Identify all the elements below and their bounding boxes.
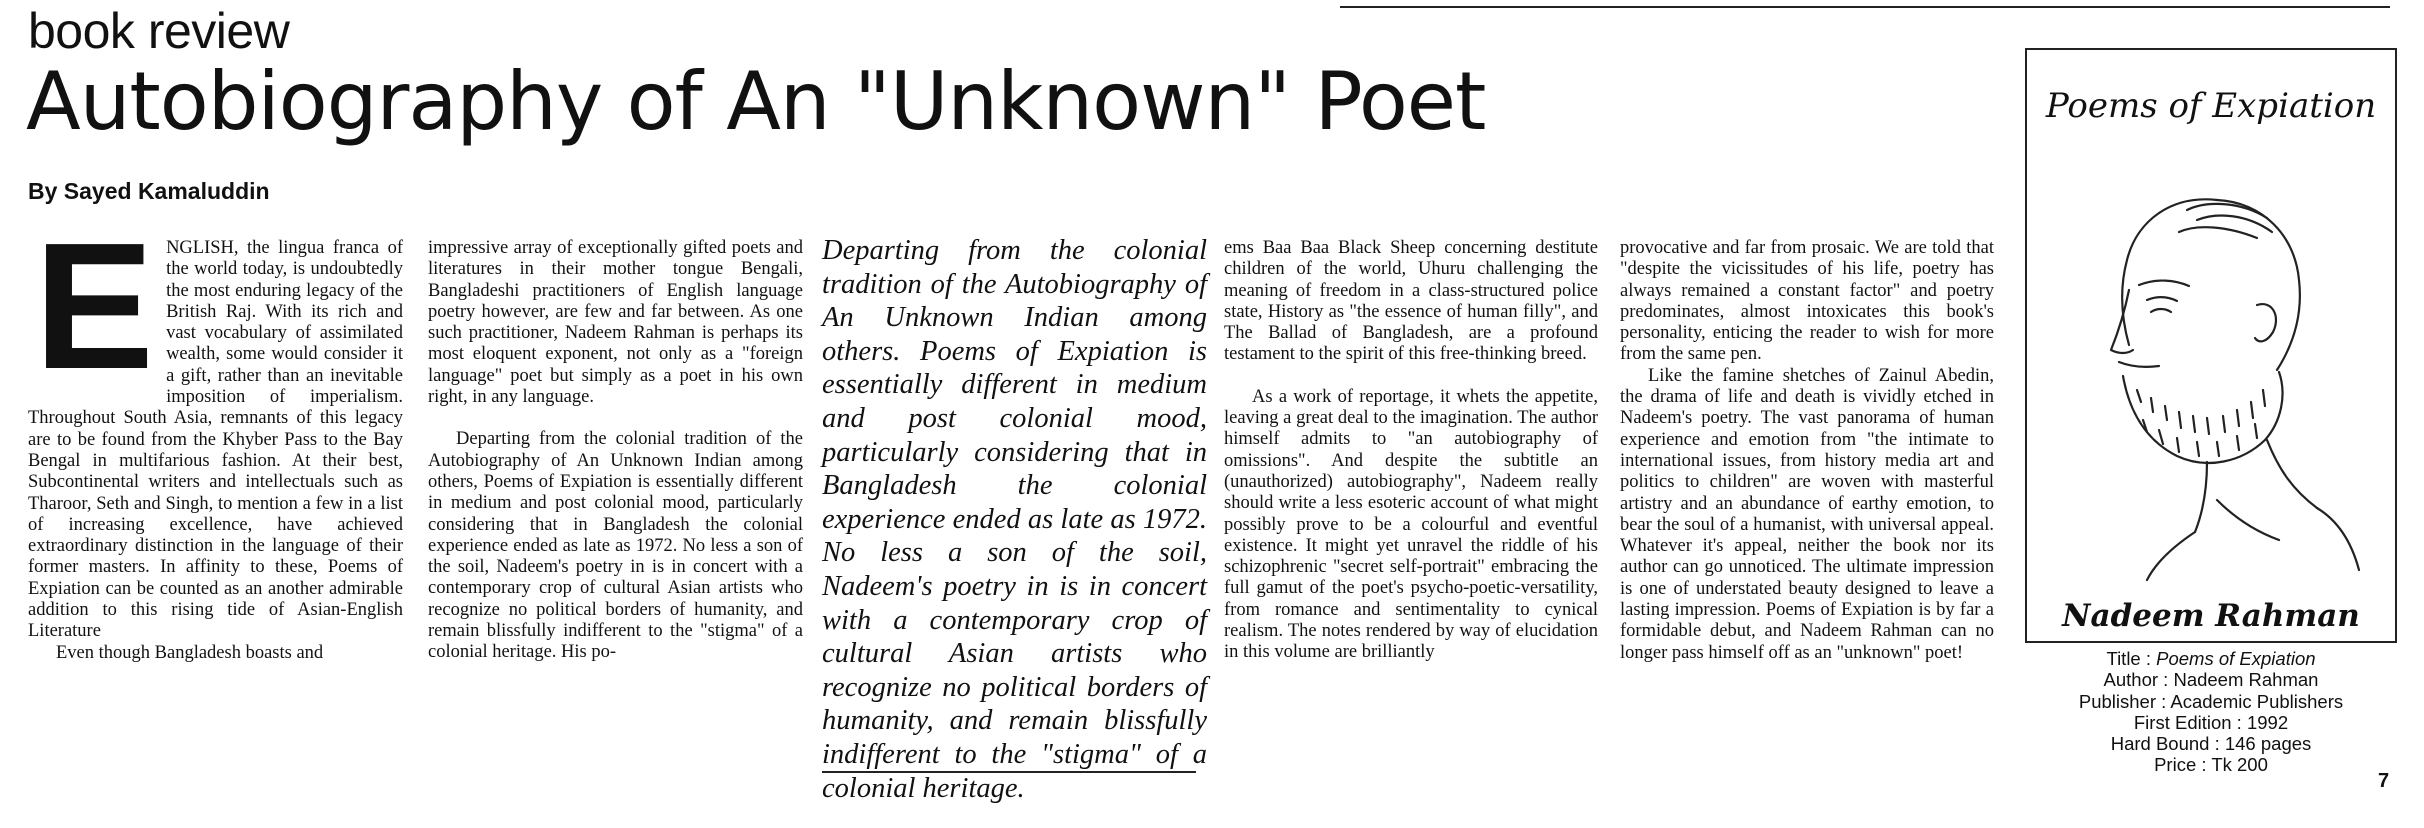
article-column-4 xyxy=(1224,238,1598,664)
book-cover xyxy=(2025,48,2397,643)
paragraph: Like the famine shetches of Zainul Abedin, the drama of life and death is vividly etched in Nadeem's poetry. The vast panorama of human experience and emotion from "the intimate to international issues, from history media art and politics to children" are woven with masterful artistry and an abundance of earthy emotion, to bear the soul of a humanist, with universal appeal. Whatever it's appeal, neither the book nor its author can go unnoticed. The ultimate impression is one of understated beauty designed to leave a lasting impression. Poems of Expiation is by far a formidable debut, and Nadeem Rahman can no longer pass himself off as an "unknown" poet! xyxy=(1620,365,1994,663)
article-column-5 xyxy=(1620,238,1994,664)
detail-publisher: Publisher : Academic Publishers xyxy=(2078,690,2344,712)
byline: By Sayed Kamaluddin xyxy=(28,178,270,204)
top-rule xyxy=(1340,6,2390,8)
paragraph: Even though Bangladesh boasts and xyxy=(56,642,324,663)
article-column-1 xyxy=(28,206,403,664)
pull-quote: Departing from the colonial tradition of the Autobiography of An Unknown Indian among others. Poems of Expiation is essentially different in medium and post colonial mood, particularly considering that in Bangladesh the colonial experience ended as late as 1972. No less a son of the soil, Nadeem's poetry in is in concert with a contemporary crop of cultural Asian artists who recognize no political borders of humanity, and remain blissfully indifferent to the "stigma" of a colonial heritage. xyxy=(822,235,1207,804)
paragraph: provocative and far from prosaic. We are told that "despite the vicissitudes of his life, poetry has always remained a constant factor" and poetry predominates, almost intoxicates this book's personality, enticing the reader to wish for more from the same pen. xyxy=(1620,238,1994,365)
poet-portrait-sketch xyxy=(2067,140,2367,590)
paragraph: impressive array of exceptionally gifted poets and literatures in their mother tongue Bengali, Bangladeshi practitioners of English language poetry however, are few and far between. As one such practitioner, Nadeem Rahman is perhaps its most eloquent exponent, not only as a "foreign language" poet but simply as a poet in his own right, in any language. xyxy=(428,238,803,408)
detail-title-value: Poems of Expiation xyxy=(2156,648,2316,669)
detail-binding: Hard Bound : 146 pages xyxy=(2110,733,2312,755)
detail-author: Author : Nadeem Rahman xyxy=(2103,669,2319,691)
book-details xyxy=(2025,648,2397,776)
paragraph: Departing from the colonial tradition of the Autobiography of An Unknown Indian among others, Poems of Expiation is essentially different in medium and post colonial mood, particularly considering that in Bangladesh the colonial experience ended as late as 1972. No less a son of the soil, Nadeem's poetry in is in concert with a contemporary crop of cultural Asian artists who recognize no political borders of humanity, and remain blissfully indifferent to the "stigma" of a colonial heritage. His po- xyxy=(428,429,803,663)
pull-quote-rule xyxy=(822,771,1196,773)
article-column-2 xyxy=(428,238,803,664)
detail-price: Price : Tk 200 xyxy=(2154,754,2268,776)
headline: Autobiography of An "Unknown" Poet xyxy=(26,55,1486,148)
paragraph: NGLISH, the lingua franca of the world today, is undoubtedly the most enduring legacy of the British Raj. With its rich and vast vocabulary of assimilated wealth, some would consider it a gift, rather than an inevitable imposition of imperialism. Throughout South Asia, remnants of this legacy are to be found from the Khyber Pass to the Bay Bengal in multifarious fashion. At their best, Subcontinental writers and intellectuals such as Tharoor, Seth and Singh, to mention a few in a list of increasing excellence, have achieved extraordinary distinction in the language of their former masters. In affinity to these, Poems of Expiation can be counted as an another admirable addition to this rising tide of Asian-English Literature xyxy=(28,238,403,642)
paragraph: As a work of reportage, it whets the appetite, leaving a great deal to the imagination. The author himself admits to "an autobiography of omissions". And despite the subtitle an (unauthorized) autobiography", Nadeem really should write a less esoteric account of what might possibly prove to be a colourful and eventful existence. It might yet unravel the riddle of his schizophrenic "secret self-portrait" embracing the full gamut of the poet's psycho-poetic-versatility, from romance and sentimentality to cynical realism. The notes rendered by way of elucidation in this volume are brilliantly xyxy=(1224,386,1598,663)
cover-author: Nadeem Rahman xyxy=(2062,598,2360,634)
detail-edition: First Edition : 1992 xyxy=(2133,711,2289,733)
drop-cap: E xyxy=(34,206,155,407)
page-number: 7 xyxy=(2378,770,2390,792)
detail-title-label: Title : xyxy=(2106,648,2157,669)
cover-title: Poems of Expiation xyxy=(2045,86,2377,126)
section-label: book review xyxy=(28,3,290,59)
detail-title xyxy=(2025,648,2397,669)
paragraph: ems Baa Baa Black Sheep concerning destitute children of the world, Uhuru challenging the meaning of freedom in a class-structured police state, History as "the essence of human filly", and The Ballad of Bangladesh, are a profound testament to the spirit of this free-thinking breed. xyxy=(1224,238,1598,365)
